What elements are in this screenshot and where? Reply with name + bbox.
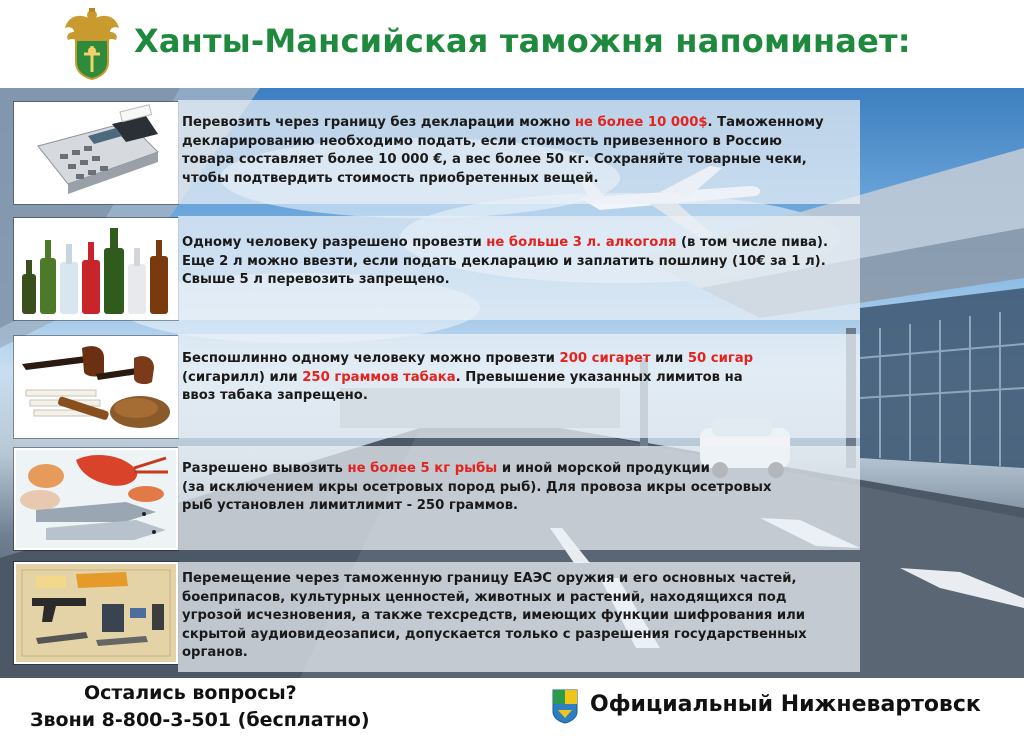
airport-background (0, 88, 1024, 678)
info-panel (178, 334, 860, 438)
seafood-icon (14, 448, 178, 550)
page-title: Ханты-Мансийская таможня напоминает: (134, 22, 911, 60)
footer (0, 678, 1024, 736)
info-panel (178, 100, 860, 204)
info-text: Перемещение через таможенную границу ЕАЭС оружия и его основных частей, боеприпасов, культурных ценностей, животных и растений, находящихся под угрозой исчезновения, а также техсредств, имеющих функции шифрования или скрытой аудиовидеозаписи, допускается только с разрешения государственных органов. (182, 571, 807, 660)
customs-emblem-icon (62, 6, 122, 80)
info-panel (178, 562, 860, 672)
cash-register-icon (14, 102, 178, 204)
weapon-items-icon (14, 562, 178, 664)
info-text: Одному человеку разрешено провезти не больше 3 л. алкоголя (в том числе пива). Еще 2 л можно ввезти, если подать декларацию и заплатить пошлину (10€ за 1 л). Свыше 5 л перевозить запрещено. (182, 235, 828, 287)
info-panel (178, 216, 860, 320)
hotline-phone: Звони 8-800-3-501 (бесплатно) (30, 709, 370, 731)
official-city-label: Официальный Нижневартовск (590, 692, 981, 717)
info-text: Беспошлинно одному человеку можно провезти 200 сигарет или 50 сигар (сигарилл) или 250 граммов табака. Превышение указанных лимитов на ввоз табака запрещено. (182, 351, 754, 403)
tobacco-pipe-icon (14, 336, 178, 438)
info-text: Перевозить через границу без декларации можно не более 10 000$. Таможенному декларированию необходимо подать, если стоимость привезенного в Россию товара составляет более 10 000 €, а вес более 50 кг. Сохраняйте товарные чеки, чтобы подтвердить стоимость приобретенных вещей. (182, 115, 824, 186)
info-panel (178, 446, 860, 550)
city-coat-of-arms-icon (552, 688, 578, 724)
questions-text: Остались вопросы? (84, 682, 297, 704)
info-text: Разрешено вывозить не более 5 кг рыбы и иной морской продукции (за исключением икры осетровых пород рыб). Для провоза икры осетровых рыб установлен лимитлимит - 250 граммов. (182, 461, 772, 513)
bottles-icon (14, 218, 178, 320)
header (0, 0, 1024, 88)
